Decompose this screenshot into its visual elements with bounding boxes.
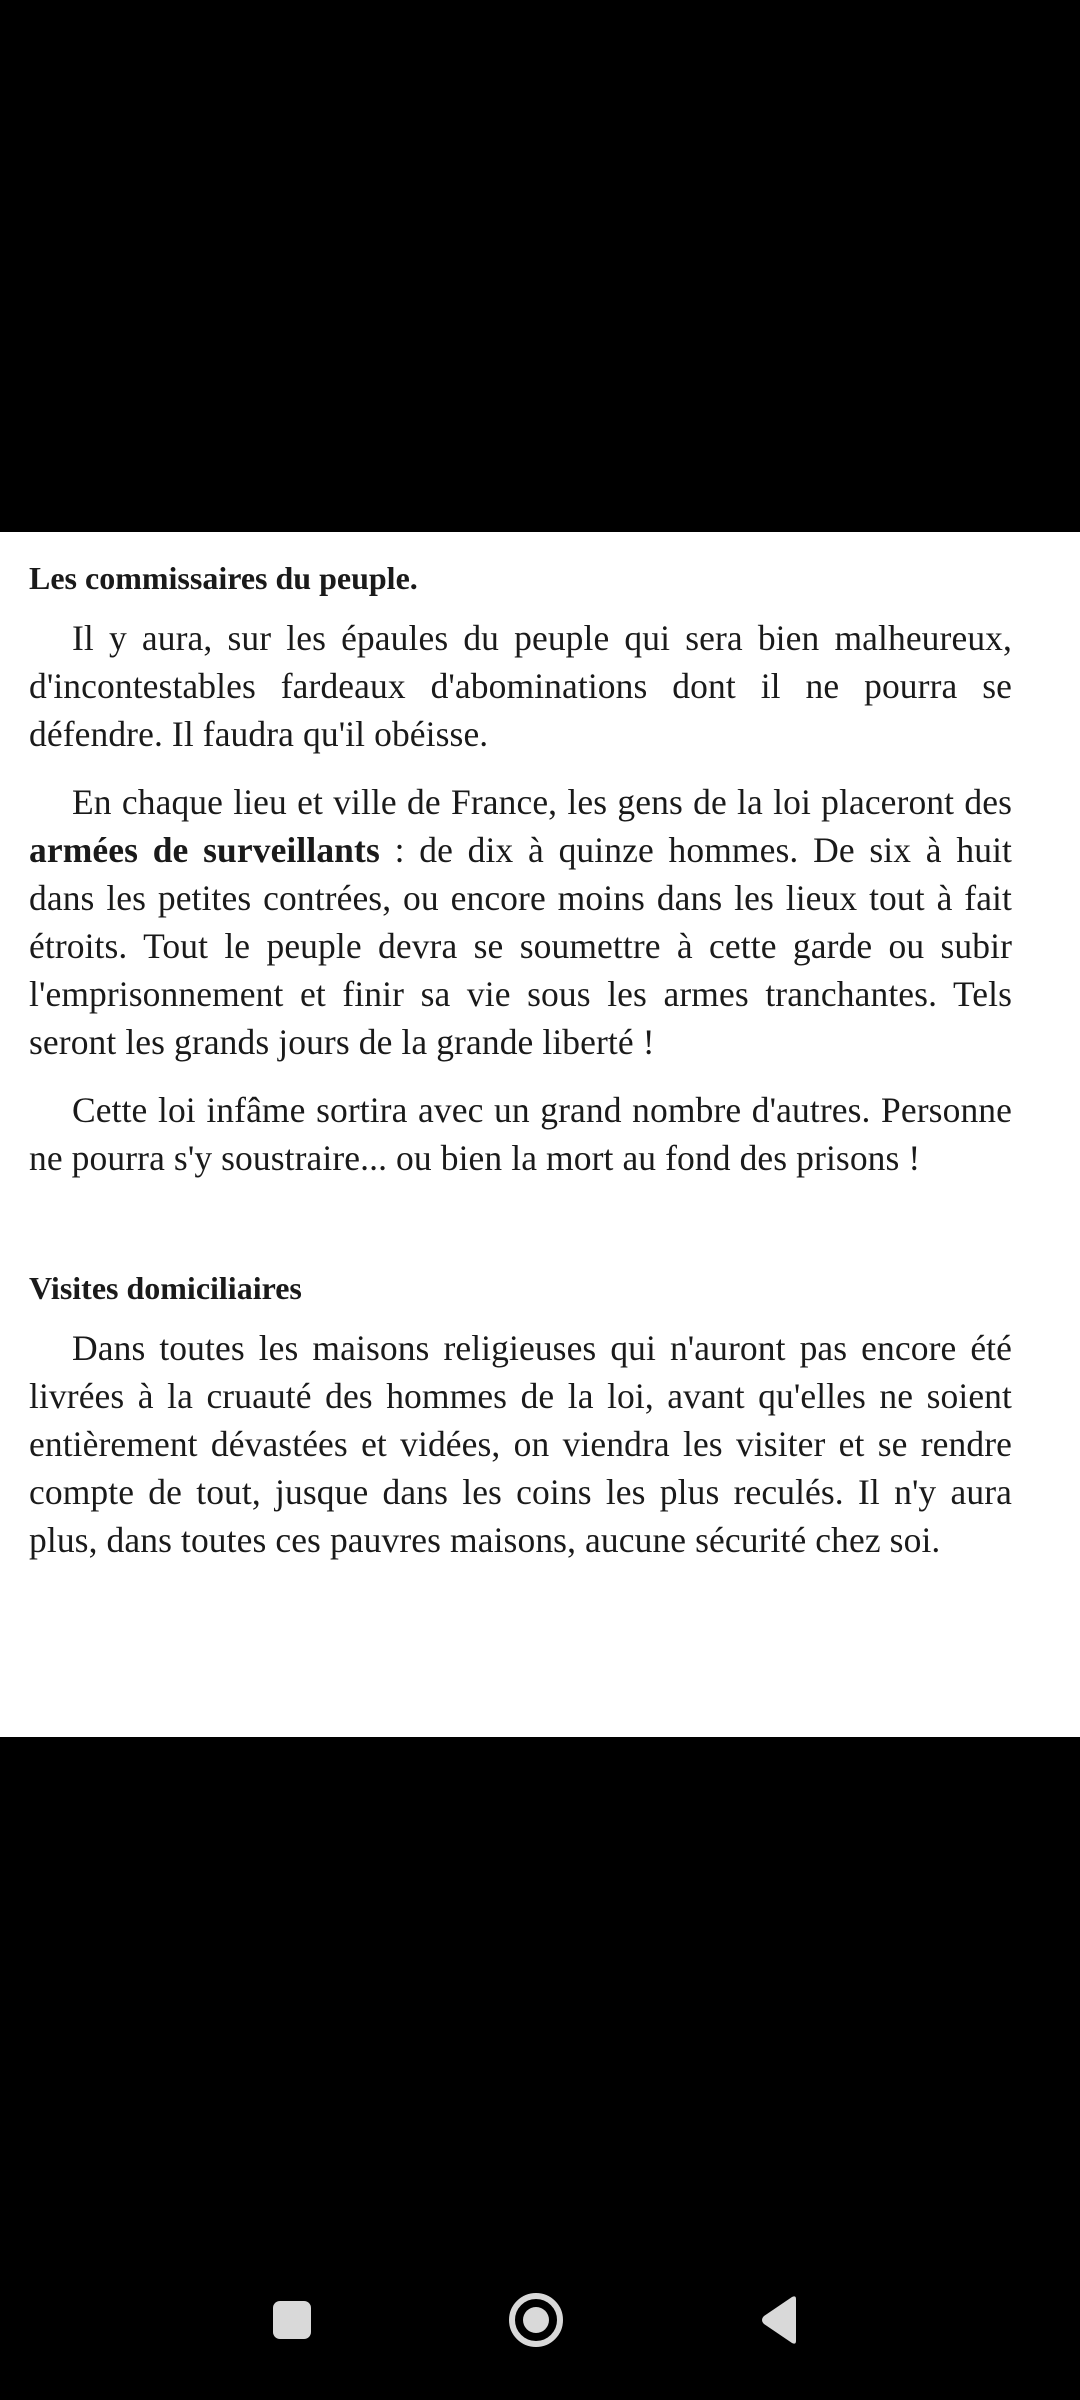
paragraph-2	[29, 778, 1012, 1066]
paragraph-2-start: En chaque lieu et ville de France, les gens de la loi placeront des	[72, 782, 1012, 822]
triangle-back-icon	[758, 2295, 802, 2345]
paragraph-2-bold: armées de surveillants	[29, 830, 380, 870]
paragraph-3: Cette loi infâme sortira avec un grand nombre d'autres. Personne ne pourra s'y soustraire... ou bien la mort au fond des prisons !	[29, 1090, 1012, 1178]
back-button[interactable]	[720, 2260, 840, 2380]
square-recents-icon	[270, 2298, 314, 2342]
document-page[interactable]	[0, 532, 1080, 1737]
section-heading-visites: Visites domiciliaires	[29, 1270, 302, 1306]
paragraph-4: Dans toutes les maisons religieuses qui n'auront pas encore été livrées à la cruauté des hommes de la loi, avant qu'elles ne soient entièrement dévastées et vidées, on viendra les visiter et se rendre compte de tout, jusque dans les coins les plus reculés. Il n'y aura plus, dans toutes ces pauvres maisons, aucune sécurité chez soi.	[29, 1328, 1012, 1560]
system-navigation-bar	[0, 2260, 1080, 2400]
home-button[interactable]	[476, 2260, 596, 2380]
paragraph-2-end: : de dix à quinze hommes. De six à huit dans les petites contrées, ou encore moins dans les lieux tout à fait étroits. Tout le peuple devra se soumettre à cette garde ou subir l'emprisonnement et finir sa vie sous les armes tranchantes. Tels seront les grands jours de la grande liberté !	[29, 830, 1012, 1062]
circle-home-icon	[506, 2290, 566, 2350]
paragraph-1: Il y aura, sur les épaules du peuple qui sera bien malheureux, d'incontestables fardeaux d'abominations dont il ne pourra se défendre. Il faudra qu'il obéisse.	[29, 618, 1012, 754]
recents-button[interactable]	[232, 2260, 352, 2380]
section-heading-commissaires: Les commissaires du peuple.	[29, 560, 418, 596]
